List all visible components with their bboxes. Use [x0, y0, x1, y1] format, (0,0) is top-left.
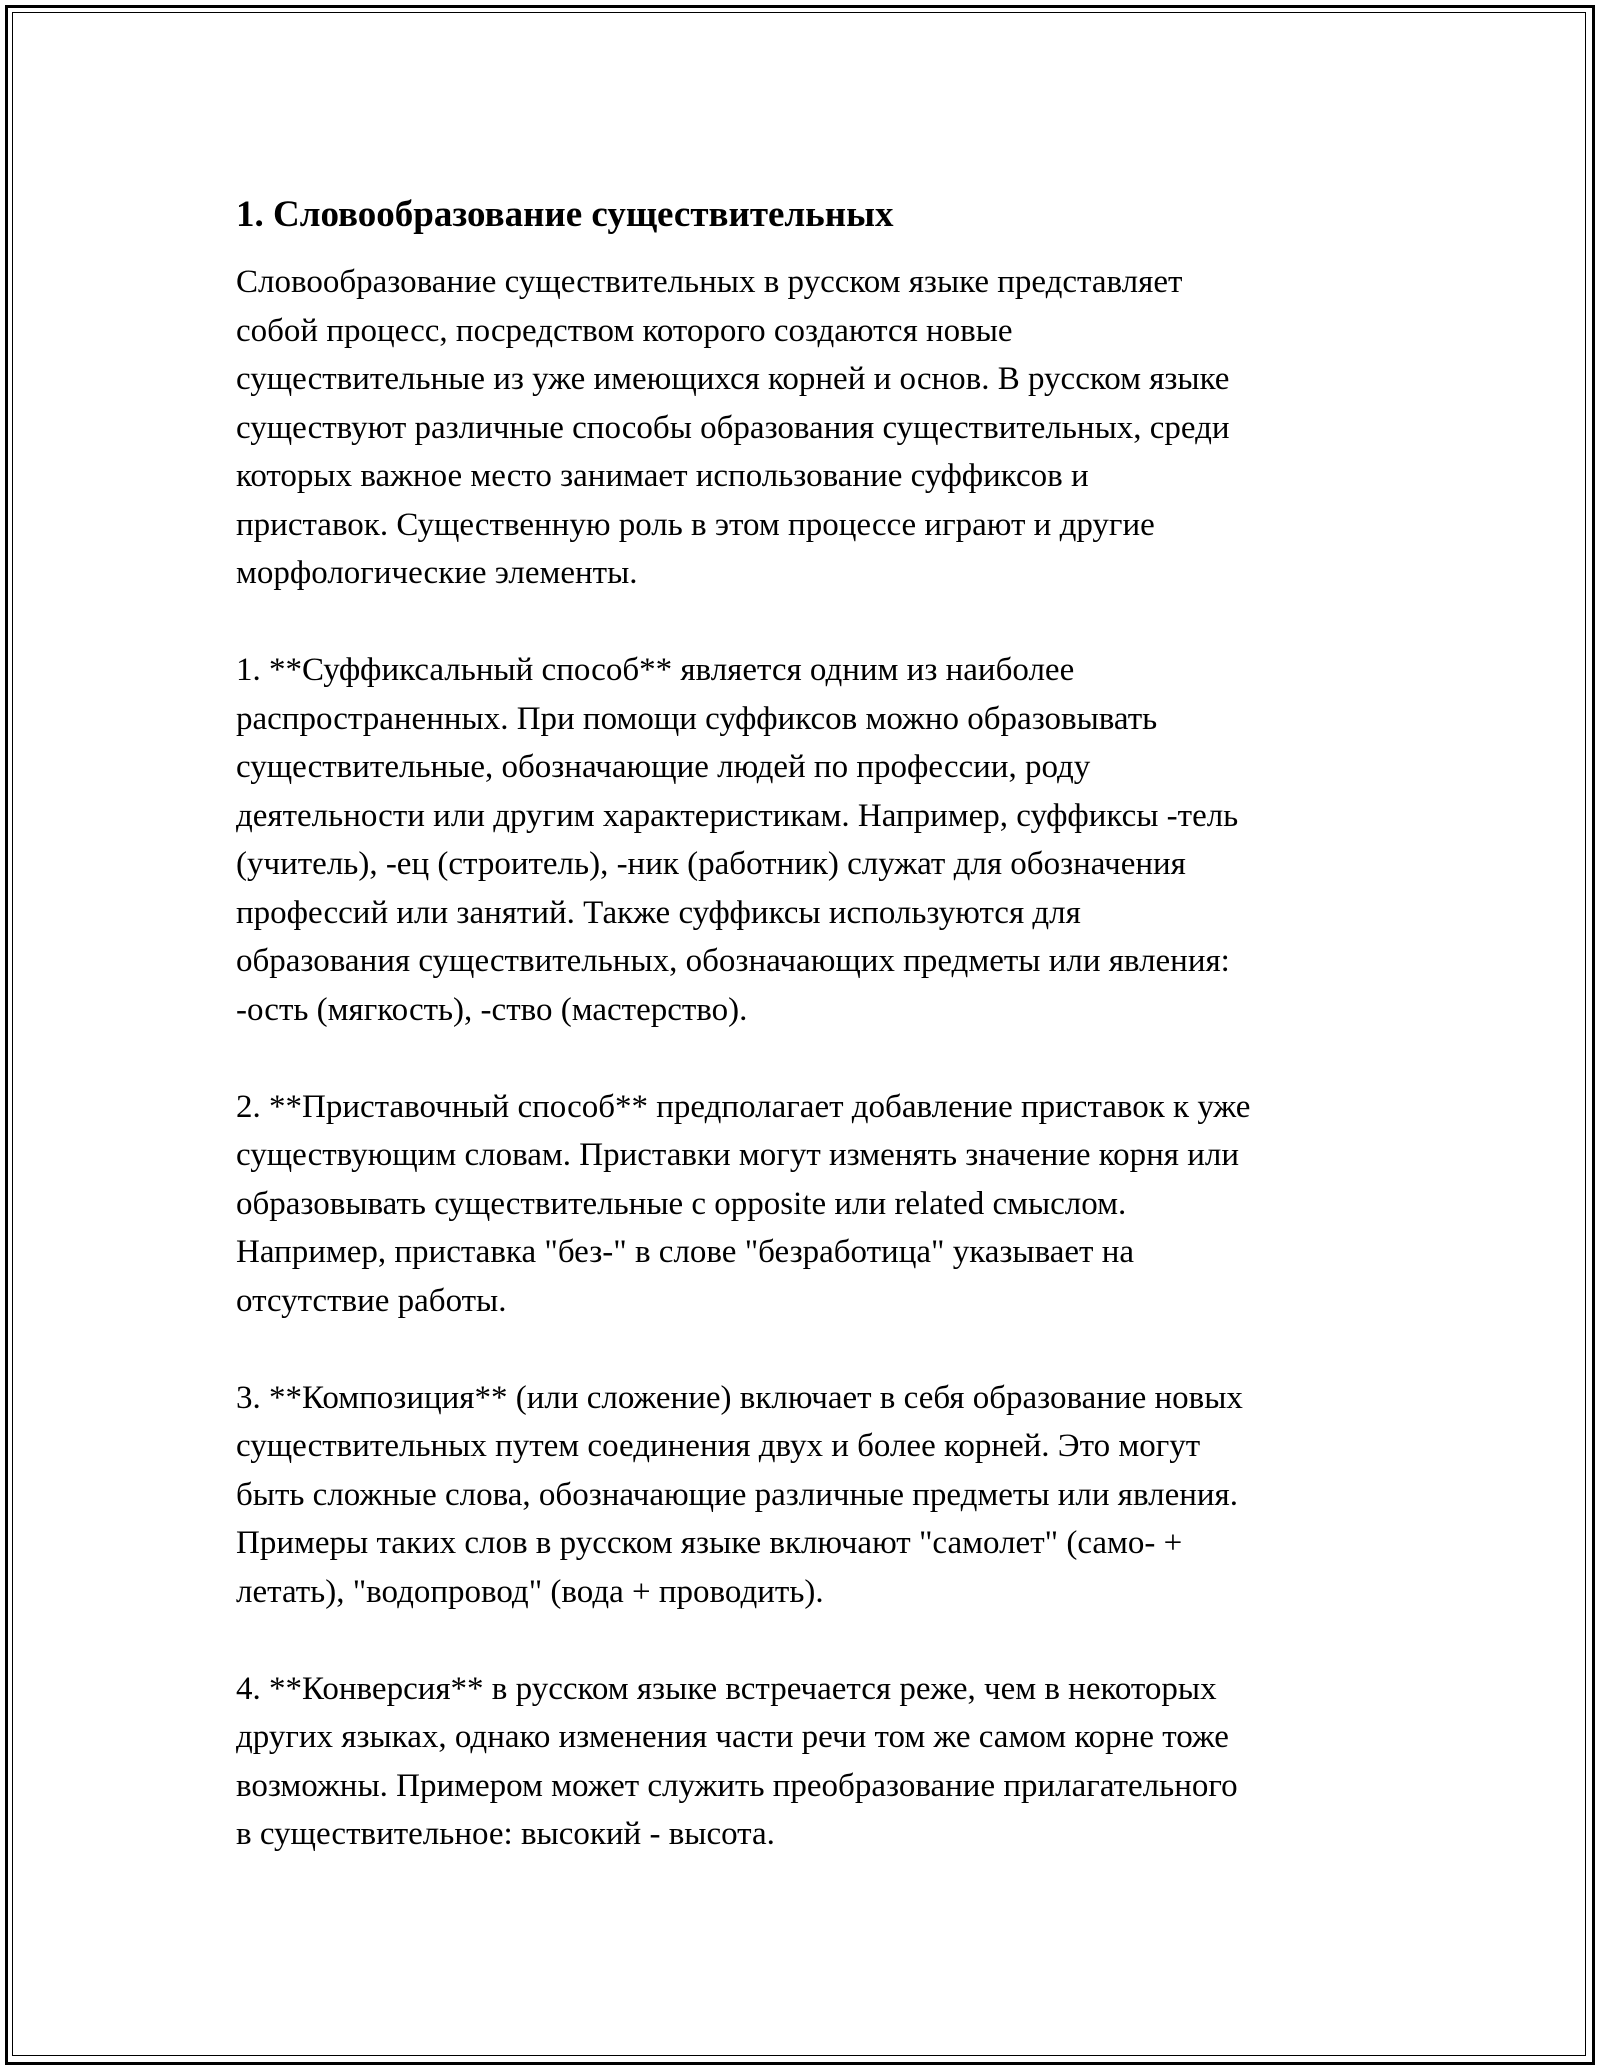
paragraph-line: образовывать существительные с opposite или related смыслом.: [236, 1185, 1127, 1222]
paragraph-line: образования существительных, обозначающих предметы или явления:: [236, 943, 1230, 979]
paragraph-line: собой процесс, посредством которого создаются новые: [236, 312, 1013, 349]
paragraph-line: которых важное место занимает использование суффиксов и: [236, 458, 1089, 494]
suffix-method-paragraph: [236, 646, 1376, 1034]
paragraph-line: существительных путем соединения двух и более корней. Это могут: [236, 1428, 1201, 1464]
paragraph-line: 3. **Композиция** (или сложение) включает в себя образование новых: [236, 1379, 1243, 1416]
paragraph-line: морфологические элементы.: [236, 555, 638, 591]
paragraph-line: быть сложные слова, обозначающие различные предметы или явления.: [236, 1476, 1238, 1513]
paragraph-line: (учитель), -ец (строитель), -ник (работник) служат для обозначения: [236, 846, 1186, 882]
section-title: 1. Словообразование существительных: [236, 194, 894, 235]
document-body: [236, 188, 1376, 1859]
paragraph-line: возможны. Примером может служить преобразование прилагательного: [236, 1767, 1238, 1804]
paragraph-line: существующим словам. Приставки могут изменять значение корня или: [236, 1137, 1240, 1173]
paragraph-line: Например, приставка "без-" в слове "безработица" указывает на: [236, 1234, 1135, 1270]
paragraph-line: профессий или занятий. Также суффиксы используются для: [236, 894, 1081, 931]
paragraph-line: в существительное: высокий - высота.: [236, 1816, 775, 1852]
paragraph-line: Примеры таких слов в русском языке включают "самолет" (само- +: [236, 1525, 1183, 1561]
composition-paragraph: [236, 1374, 1376, 1617]
paragraph-line: существительные, обозначающие людей по профессии, роду: [236, 749, 1091, 785]
paragraph-line: Словообразование существительных в русском языке представляет: [236, 264, 1183, 300]
paragraph-line: распространенных. При помощи суффиксов можно образовывать: [236, 700, 1158, 737]
paragraph-line: 2. **Приставочный способ** предполагает добавление приставок к уже: [236, 1088, 1251, 1125]
paragraph-line: 1. **Суффиксальный способ** является одним из наиболее: [236, 652, 1075, 688]
paragraph-line: деятельности или другим характеристикам. Например, суффиксы -тель: [236, 797, 1239, 834]
paragraph-line: -ость (мягкость), -ство (мастерство).: [236, 991, 748, 1028]
paragraph-line: существуют различные способы образования существительных, среди: [236, 409, 1230, 446]
paragraph-line: других языках, однако изменения части речи том же самом корне тоже: [236, 1719, 1229, 1755]
prefix-method-paragraph: [236, 1083, 1376, 1326]
paragraph-line: приставок. Существенную роль в этом процессе играют и другие: [236, 506, 1155, 543]
intro-paragraph: [236, 258, 1376, 598]
paragraph-line: летать), "водопровод" (вода + проводить).: [236, 1573, 824, 1610]
paragraph-line: отсутствие работы.: [236, 1282, 507, 1319]
paragraph-line: существительные из уже имеющихся корней и основ. В русском языке: [236, 361, 1230, 397]
conversion-paragraph: [236, 1665, 1376, 1859]
paragraph-line: 4. **Конверсия** в русском языке встречается реже, чем в некоторых: [236, 1670, 1217, 1707]
